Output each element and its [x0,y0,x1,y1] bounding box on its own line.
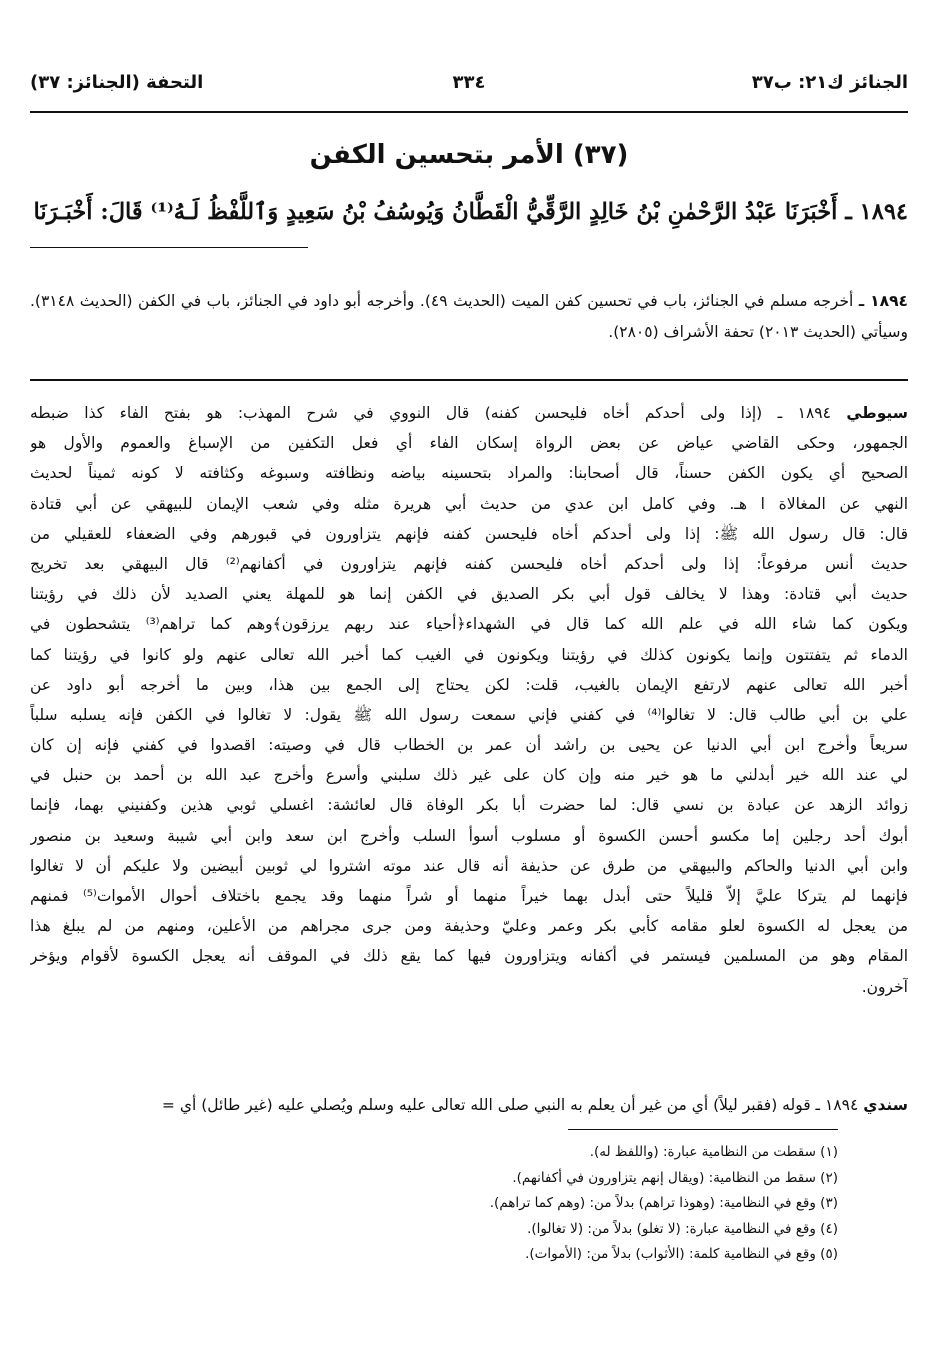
commentary-line: زوائد الزهد عن عبادة بن نسي قال: لما حضرت أبا بكر الوفاة قال لعائشة: اغسلي ثوبي هذين وكفنيني بهما، فإنما [30,796,908,815]
chapter-title: (٣٧) الأمر بتحسين الكفن [309,140,629,170]
commentary-line: حديث أنس مرفوعاً: إذا ولى أحدكم أخاه فليحسن كفنه فإنهم يتزاورون في أكفانهم⁽²⁾ قال البيهقي بعد تخريج [30,554,908,573]
commentary-line: أبوك أحد رجلين إما مكسو أحسن الكسوة أو مسلوب أسوأ السلب وأخرج ابن سعد وابن أبي شيبة وسعيد بن منصور [30,826,908,845]
chapter-reference: الجنائز ك٢١: ب٣٧ [751,72,908,93]
footnote-divider [568,1129,838,1130]
takhrij-number: ١٨٩٤ ـ [858,292,908,310]
commentary-line: حديث أبي قتادة: وهذا لا يخالف قول أبي بكر الصديق في الكفن إنما هو للمهلة يعني الصديد لأن ذلك في رؤيتنا [30,585,908,604]
commentary-line: سريعاً وأخرج ابن أبي الدنيا عن يحيى بن راشد أن عمر بن الخطاب قال في وصيته: اقصدوا في كفني فإنه إن كان [30,736,908,755]
text-divider [30,247,308,248]
takhrij-text: أخرجه مسلم في الجنائز، باب في تحسين كفن الميت (الحديث ٤٩). وأخرجه أبو داود في الجنائز، باب في الكفن (الحديث ٣١٤٨). وسيأتي (الحديث ٢٠١٣) تحفة الأشراف (٢٨٠٥). [30,292,908,341]
commentary-line: لي عند الله خير أبدلني ما هو خير منه وإن كان على غير ذلك سلبني وأسرع وأخرج عبد الله بن أحمد بن حنبل في [30,766,908,785]
commentary-line: النهي عن المغالاة ا هـ. وفي كامل ابن عدي من حديث أبي هريرة مثله وفي شعب الإيمان للبيهقي عن أبي قتادة [30,494,908,513]
page-header [30,66,908,106]
commentary-line: ويكون كما شاء الله في علم الله كما قال في الشهداء﴿أحياء عند ربهم يرزقون﴾وهم كما تراهم⁽³⁾ يتشحطون في [30,615,908,634]
commentary-line: سيوطي ١٨٩٤ ـ (إذا ولى أحدكم أخاه فليحسن كفنه) قال النووي في شرح المهذب: هو بفتح الفاء كذا ضبطه [30,404,908,422]
hadith-text [30,190,908,234]
page-number: ٣٣٤ [452,72,486,93]
suyuti-commentary [30,398,908,1002]
commentary-line: الصحيح أي يكون الكفن حسناً، قال أصحابنا: والمراد بتحسينه بياضه ونظافته وسبوغه وكثافته لا كونه ثميناً لحديث [30,464,908,483]
suyuti-label: سيوطي [846,404,908,422]
footnote: (٣) وقع في النظامية: (وهوذا تراهم) بدلاً من: (وهم كما تراهم). [489,1195,838,1211]
footnote: (٢) سقط من النظامية: (ويقال إنهم يتزاورون في أكفانهم). [512,1169,838,1186]
hadith-number: ١٨٩٤ ـ [845,199,908,225]
commentary-line: فإنهما لم يتركا عليَّ إلاّ قليلاً حتى أبدل بهما خيراً منهما أو شراً منهما وقد يجمع باختلاف أحوال الأموات⁽⁵⁾ فمنهم [30,887,908,905]
commentary-line: الجمهور، وحكى القاضي عياض عن بعض الرواة إسكان الفاء أي فعل التكفين من الإسباغ والعموم والأول هو [30,434,908,453]
hadith-body: أَخْبَرَنَا عَبْدُ الرَّحْمٰنِ بْنُ خَالِدٍ الرَّقِّيُّ الْقَطَّانُ وَيُوسُفُ بْنُ سَعِيدٍ وَٱللَّفْظُ لَـهُ⁽¹⁾ قَالَ: أَخْبَـرَنَا [33,199,838,225]
commentary-line: آخرون. [861,977,908,996]
commentary-line: علي بن أبي طالب قال: لا تغالوا⁽⁴⁾ في كفني فإني سمعت رسول الله ﷺ يقول: لا تغالوا في الكفن فإنه يسلبه سلباً [30,705,908,724]
commentary-line: أخبر الله تعالى عنهم لارتفع الإيمان بالغيب، قلت: لكن يحتاج إلى الجمع بين هذا، وبين ما أخرجه أبو داود عن [30,675,908,694]
commentary-line: وابن أبي الدنيا والحاكم والبيهقي من طرق عن حذيفة أنه قال عند موته اشتروا لي ثوبين أبيضين ولا عليكم أن لا تغالوا [30,856,908,875]
commentary-line: من يعجل له الكسوة لعلو مقامه كأبي بكر وعمر وعليّ وحذيفة ومن جرى مجراهم من الأعلين، ومنهم من لم يبلغ هذا [30,917,908,936]
footnote: (٥) وقع في النظامية كلمة: (الأثواب) بدلاً من: (الأموات). [525,1246,838,1262]
footnotes [30,1140,838,1268]
footnote: (٤) وقع في النظامية عبارة: (لا تغلو) بدلاً من: (لا تغالوا). [527,1220,838,1237]
sindi-commentary [30,1090,908,1120]
header-divider [30,111,908,113]
sindi-label: سندي [863,1096,908,1114]
commentary-line: الدماء ثم يتفتتون وإنما يكونون كذلك في رؤيتنا ويكونون في الغيب كما أخبر الله تعالى عنهم ولو كانوا في رؤيتنا كما [30,645,908,664]
commentary-line: قال: قال رسول الله ﷺ: إذا ولى أحدكم أخاه فليحسن كفنه فإنهم يتزاورون في قبورهم وفي الضعفاء للعقيلي من [30,524,908,543]
sindi-text: ١٨٩٤ ـ قوله (فقبر ليلاً) أي من غير أن يعلم به النبي صلى الله تعالى عليه وسلم ويُصلي عليه (غير طائل) أي = [161,1096,859,1114]
commentary-line: المقام وهو من المسلمين فيستمر في أكفانه ويتزاورون فيها كما يقع ذلك في الموقف أنه يعجل الكسوة لأقوام ويؤخر [30,947,908,966]
takhrij-note [30,286,908,348]
commentary-divider [30,379,908,381]
tuhfa-reference: التحفة (الجنائز: ٣٧) [30,72,204,93]
footnote: (١) سقطت من النظامية عبارة: (واللفظ له). [589,1144,838,1160]
